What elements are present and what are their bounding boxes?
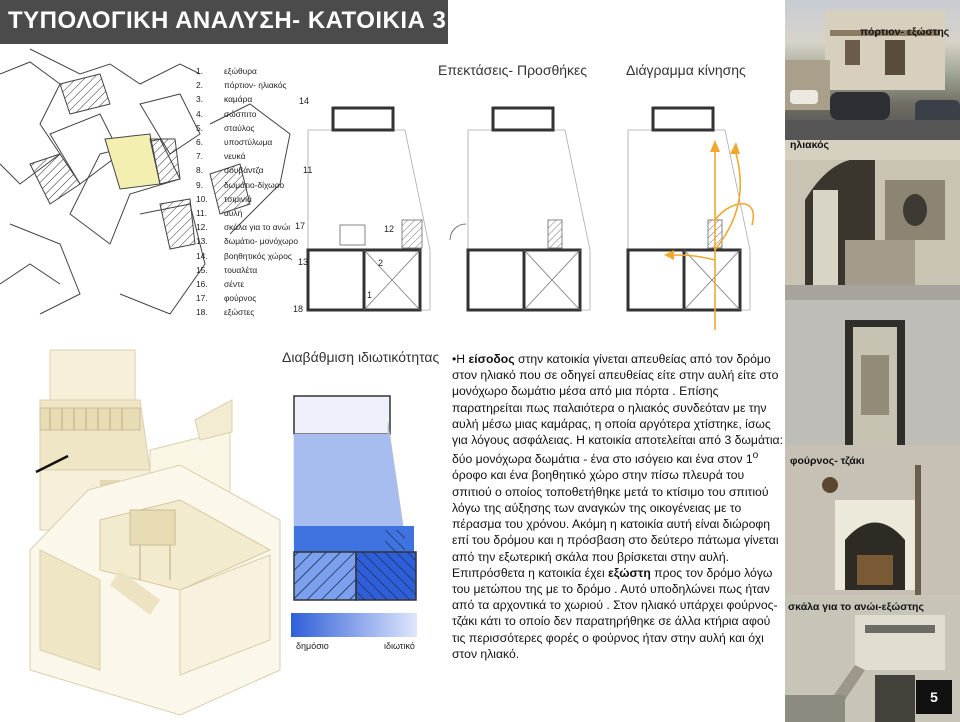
plan-number-1: 1 [367, 290, 373, 300]
text-segment: προς τον δρόμο λόγω του μετώπου της με το δρόμο . Αυτό υποδηλώνει πως ήταν από τα αρχοντικά το χωριού . Στον ηλιακό υπάρχει φούρνος- τζάκι κάτι το οποίο δεν παρατηρήθηκε σε άλλα κτήρια αφού τις περισσότερες φορές ο φούρνος ήταν στην αυλή και όχι στον ηλιακό. [452, 565, 778, 661]
plan-number-18: 18 [293, 304, 304, 314]
description-text: •Η είσοδος στην κατοικία γίνεται απευθείας από τον δρόμο στον ηλιακό που σε οδηγεί απευθείας είτε στην αυλή είτε στο μονόχωρο δωμάτιο μέσα από μια πόρτα . Επίσης παρατηρείται πως παλαιότερα ο ηλιακός συνδεόταν με την αυλή μέσω μιας καμάρας, η οποία αργότερα χτίστηκε, ίσως για λόγους ασφάλειας. Η κατοικία αποτελείται από 3 δωμάτια: δύο μονόχωρα δωμάτια - ένα στο ισόγειο και ένα στον $1^o$ όροφο και ένα βοηθητικό χώρο στην πίσω πλευρά του σπιτιού ο οποίος τοποθετήθηκε μετά το κτίσιμο του σπιτιού λόγω της αύξησης των αναγκών της οικογένειας με το πέρασμα του χρόνου. Ακόμη η κατοικία αυτή είναι διώροφη επί του δρόμου και η πρόσβαση στο δεύτερο πάτωμα γίνεται από την εξωτερική σκάλα που βρίσκεται στην αυλή. Επιπρόσθετα η κατοικία έχει εξώστη προς τον δρόμο λόγω του μετώπου της με το δρόμο . Αυτό υποδηλώνει πως ήταν από τα αρχοντικά το χωριού . Στον ηλιακό υπάρχει φούρνος- τζάκι κάτι το οποίο δεν παρατηρήθηκε σε άλλα κτήρια αφού τις περισσότερες φορές ο φούρνος ήταν στην αυλή και όχι στον ηλιακό. [452, 352, 783, 661]
legend-item-label: καμάρα [224, 94, 253, 105]
legend-item-number: 4. [196, 108, 203, 119]
legend-item-number: 10. [196, 193, 208, 204]
photo-portico [785, 0, 960, 140]
legend-item-label: εξώθυρα [224, 66, 257, 76]
photo-label-fournos: φούρνος- τζάκι [790, 455, 865, 467]
legend-item-number: 13. [196, 236, 208, 247]
legend-item-number: 18. [196, 307, 208, 318]
legend-item [196, 64, 316, 78]
plan-number-13: 13 [298, 257, 309, 267]
privacy-gradient-bar [291, 613, 417, 637]
legend-item-label: τουαλέτα [224, 264, 258, 275]
heading-privacy: Διαβάθμιση ιδιωτικότητας [282, 349, 440, 365]
photo-label-portico: πόρτιον- εξώστης [860, 26, 950, 38]
legend-item-number: 3. [196, 94, 203, 105]
legend-item-label: πόρτιον- ηλιακός [224, 80, 287, 91]
legend-item-label: σταύλος [224, 122, 255, 133]
plan-number-17: 17 [295, 221, 306, 231]
legend-item-number: 7. [196, 151, 203, 162]
legend-item-label: σέντε [224, 279, 245, 290]
floor-plans [290, 90, 780, 330]
plan-number-2: 2 [378, 258, 384, 268]
legend-item-number: 12. [196, 222, 208, 233]
legend-item-number: 5. [196, 122, 203, 133]
legend-item-label: σουβάντζα [224, 165, 264, 176]
page-number-badge: 5 [916, 680, 952, 714]
legend-item-label: σκάλα για το ανώι [224, 222, 291, 233]
legend-item-label: νευκά [224, 151, 246, 162]
text-emphasis-balcony: εξώστη [608, 565, 651, 580]
building-3d-model [0, 340, 285, 720]
legend-item-number: 17. [196, 293, 208, 304]
photo-iliakos [785, 140, 960, 285]
text-segment: στην κατοικία γίνεται απευθείας από τον δρόμο στον ηλιακό που σε οδηγεί απευθείας είτε στην αυλή είτε στο μονόχωρο δωμάτιο μέσα από μια πόρτα . Επίσης παρατηρείται πως παλαιότερα ο ηλιακός συνδεόταν με την αυλή μέσω μιας καμάρας, η οποία αργότερα χτίστηκε, ίσως για λόγους ασφάλειας. Η κατοικία αποτελείται από 3 δωμάτια: δύο μονόχωρα δωμάτια - ένα στο ισόγειο και ένα στον 1 [452, 352, 783, 467]
photo-label-iliakos: ηλιακός [790, 139, 830, 151]
legend-item-label: φούρνος [224, 293, 257, 304]
legend-item-label: υποστύλωμα [224, 137, 273, 148]
text-emphasis-entrance: είσοδος [468, 352, 515, 366]
photo-fournos [785, 445, 960, 595]
legend-item-number: 1. [196, 66, 203, 76]
legend-item-label: δωμάτιο-δίχωρο [224, 179, 285, 190]
text-segment: όροφο και ένα βοηθητικό χώρο στην πίσω πλευρά του σπιτιού ο οποίος τοποθετήθηκε μετά το κτίσιμο του σπιτιού λόγω της αύξησης των αναγκών της οικογένειας με το πέρασμα του χρόνου. Ακόμη η κατοικία αυτή είναι διώροφη επί του δρόμου και η πρόσβαση στο δεύτερο πάτωμα γίνεται από την εξωτερική σκάλα που βρίσκεται στην αυλή. Επιπρόσθετα η κατοικία έχει [452, 468, 779, 580]
photo-label-skala: σκάλα για το ανώι-εξώστης [788, 601, 924, 613]
legend-item-number: 15. [196, 264, 208, 275]
heading-movement: Διάγραμμα κίνησης [626, 62, 746, 78]
legend-item-label: σώσπιτο [224, 108, 257, 119]
text-superscript: ο [752, 450, 759, 462]
legend-item-number: 6. [196, 137, 203, 148]
plan-number-14: 14 [299, 96, 310, 106]
gradient-label-public: δημόσιο [296, 641, 329, 651]
gradient-label-private: ιδιωτικό [384, 641, 415, 651]
page-title: ΤΥΠΟΛΟΓΙΚΗ ΑΝΑΛΥΣΗ- ΚΑΤΟΙΚΙΑ 3 [8, 7, 447, 34]
text-segment: Η [456, 352, 469, 366]
legend-item-number: 14. [196, 250, 208, 261]
legend-item-number: 16. [196, 279, 208, 290]
legend-item-label: βοηθητικός χώρος [224, 250, 292, 261]
legend-item-number: 9. [196, 179, 203, 190]
privacy-diagram [290, 390, 420, 605]
plan-number-12: 12 [384, 224, 395, 234]
legend-item-number: 11. [196, 208, 208, 219]
legend-item-number: 2. [196, 80, 203, 91]
plan-number-11: 11 [303, 165, 313, 175]
legend-item-number: 8. [196, 165, 203, 176]
photo-door [785, 285, 960, 445]
legend-item-label: τσιμινιά [224, 193, 252, 204]
legend-item-label: αυλή [224, 208, 243, 219]
heading-extensions: Επεκτάσεις- Προσθήκες [438, 62, 588, 78]
legend-item-label: εξώστες [224, 307, 255, 318]
legend-item-label: δωμάτιο- μονόχωρο [224, 236, 299, 247]
